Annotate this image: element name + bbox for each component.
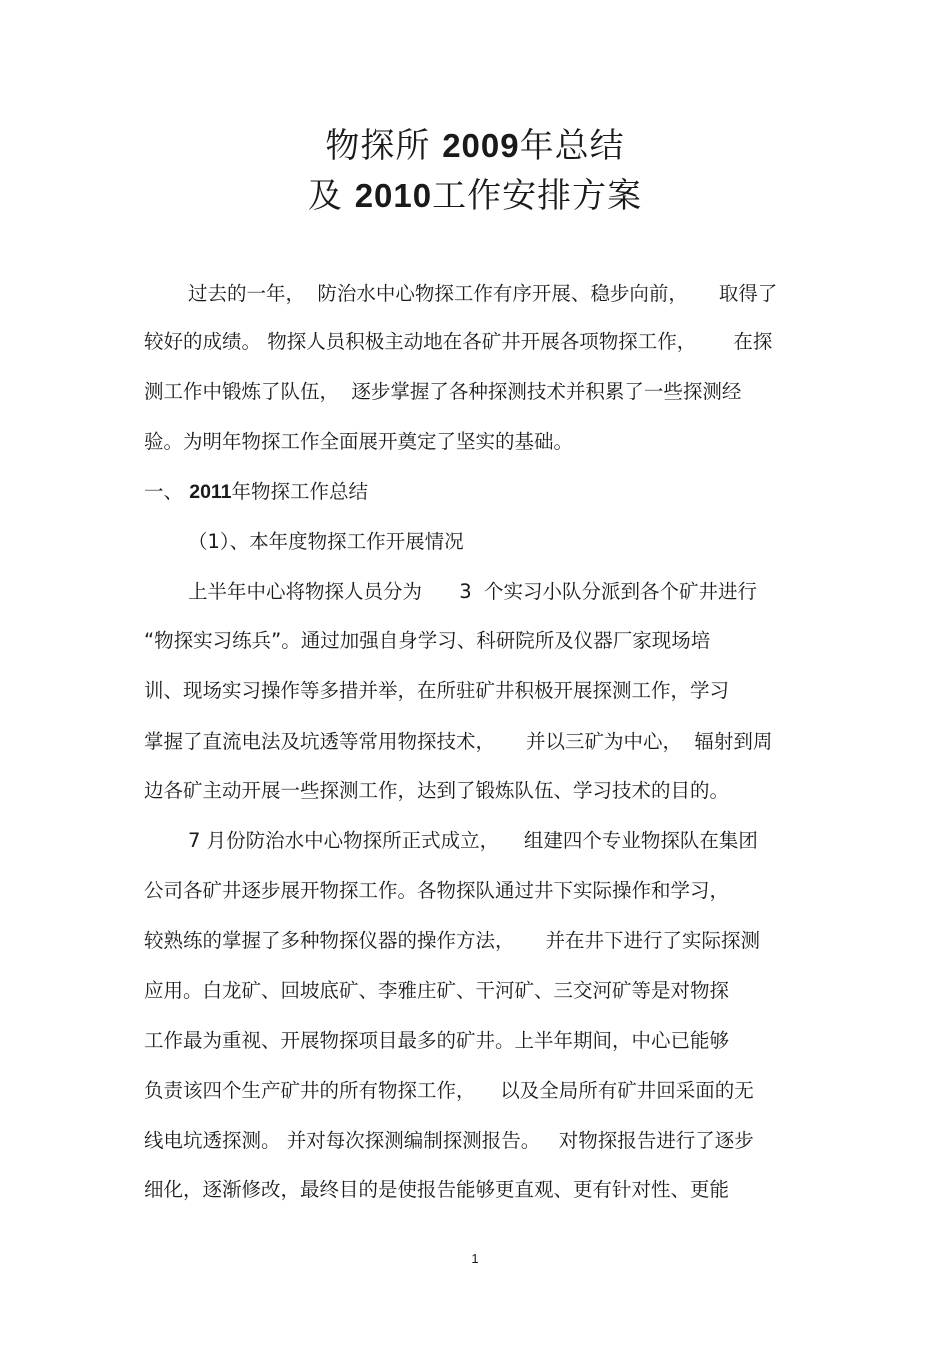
body-line: 细化，逐渐修改，最终目的是使报告能够更直观、更有针对性、更能	[144, 1178, 730, 1201]
title-suffix: 年总结	[519, 126, 625, 166]
document-title-line-1	[0, 126, 950, 166]
section-year: 2011	[189, 481, 232, 503]
body-line: 负责该四个生产矿井的所有物探工作， 以及全局所有矿井回采面的无	[144, 1079, 754, 1102]
body-line: 过去的一年， 防治水中心物探工作有序开展、稳步向前， 取得了	[188, 282, 778, 305]
title-prefix: 物探所	[325, 126, 431, 166]
body-line: 较熟练的掌握了多种物探仪器的操作方法， 并在井下进行了实际探测	[144, 929, 760, 952]
body-line: 测工作中锻炼了队伍， 逐步掌握了各种探测技术并积累了一些探测经	[144, 380, 742, 403]
title-year: 2009	[442, 127, 520, 164]
body-line: 工作最为重视、开展物探项目最多的矿井。上半年期间，中心已能够	[144, 1029, 730, 1052]
title-suffix: 工作安排方案	[432, 176, 643, 216]
body-line: 边各矿主动开展一些探测工作，达到了锻炼队伍、学习技术的目的。	[144, 779, 730, 802]
body-line: 7 月份防治水中心物探所正式成立， 组建四个专业物探队在集团	[188, 829, 758, 852]
body-line: 公司各矿井逐步展开物探工作。各物探队通过井下实际操作和学习，	[144, 879, 730, 902]
body-line: 应用。白龙矿、回坡底矿、李雅庄矿、干河矿、三交河矿等是对物探	[144, 979, 730, 1002]
body-line: 掌握了直流电法及坑透等常用物探技术， 并以三矿为中心， 辐射到周	[144, 730, 773, 753]
body-line: “物探实习练兵”。通过加强自身学习、科研院所及仪器厂家现场培	[144, 629, 711, 652]
document-title-line-2	[0, 176, 950, 216]
body-line: 训、现场实习操作等多措并举，在所驻矿井积极开展探测工作，学习	[144, 679, 730, 702]
title-year: 2010	[354, 177, 433, 214]
body-line: 线电坑透探测。 并对每次探测编制探测报告。 对物探报告进行了逐步	[144, 1129, 754, 1152]
section-suffix: 年物探工作总结	[231, 480, 369, 503]
body-line: 上半年中心将物探人员分为 3 个实习小队分派到各个矿井进行	[188, 580, 757, 603]
section-prefix: 一、	[144, 480, 184, 503]
page-number: 1	[471, 1251, 479, 1266]
title-prefix: 及	[307, 176, 343, 216]
section-heading	[144, 477, 368, 507]
body-line: 较好的成绩。 物探人员积极主动地在各矿井开展各项物探工作， 在探	[144, 330, 773, 353]
body-line: 验。为明年物探工作全面展开奠定了坚实的基础。	[144, 430, 574, 453]
subsection-heading: （1）、本年度物探工作开展情况	[188, 530, 464, 553]
